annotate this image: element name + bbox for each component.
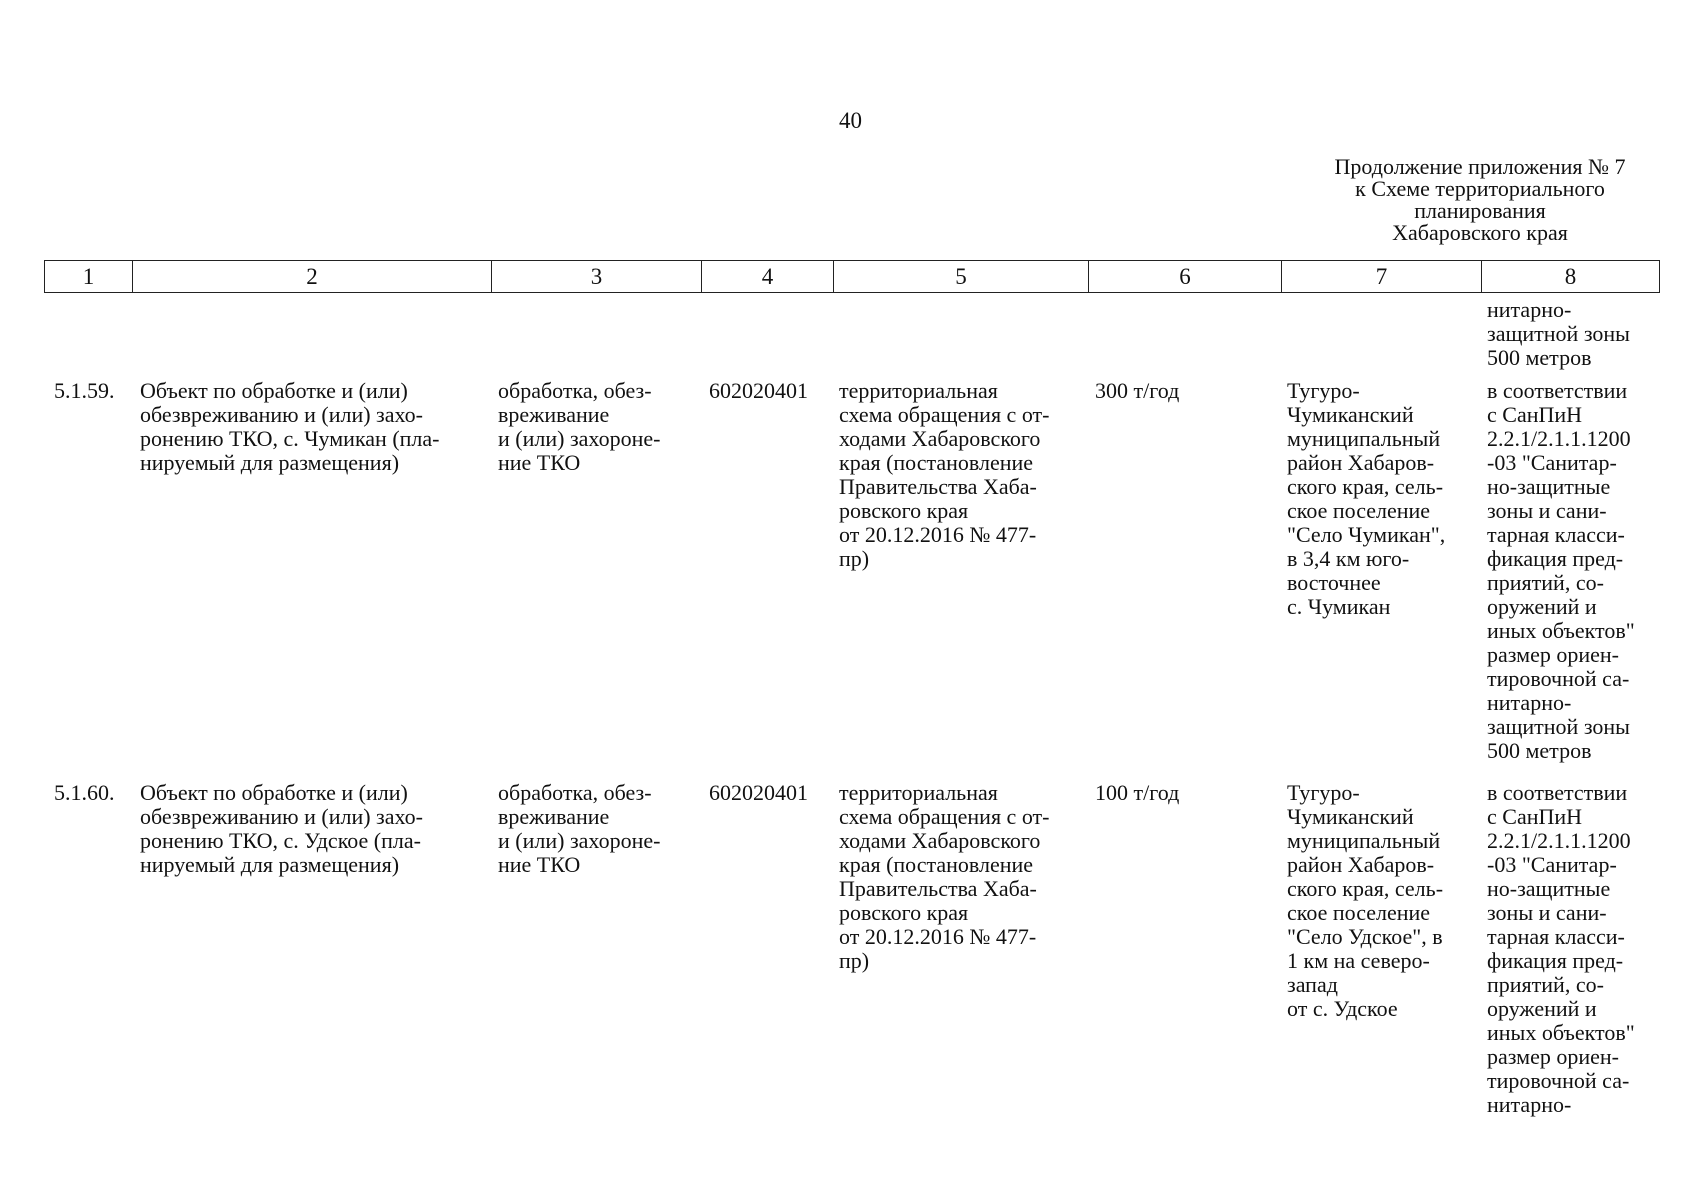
appendix-line-4: Хабаровского края bbox=[1392, 220, 1568, 245]
header-col-4: 4 bbox=[702, 261, 834, 293]
row-number: 5.1.60. bbox=[54, 780, 115, 805]
column-number-header bbox=[44, 260, 1660, 293]
object-code: 602020401 bbox=[709, 378, 808, 403]
sanitary-zone: в соответствии с СанПиН 2.2.1/2.1.1.1200 -03 "Санитар- но-защитные зоны и сани- тарная класси- фикация пред- приятий, со- оружений и иных объектов" размер ориен- тировочной са- нитарно- bbox=[1487, 780, 1635, 1117]
capacity: 100 т/год bbox=[1095, 780, 1180, 805]
sanitary-zone: в соответствии с СанПиН 2.2.1/2.1.1.1200 -03 "Санитар- но-защитные зоны и сани- тарная класси- фикация пред- приятий, со- оружений и иных объектов" размер ориен- тировочной са- нитарно- защитной зоны 500 метров bbox=[1487, 378, 1635, 763]
legal-basis: территориальная схема обращения с от- ходами Хабаровского края (постановление Правительства Хаба- ровского края от 20.12.2016 № 477- пр) bbox=[839, 378, 1050, 571]
header-col-3: 3 bbox=[492, 261, 702, 293]
header-col-1: 1 bbox=[45, 261, 133, 293]
object-purpose: обработка, обез- вреживание и (или) захороне- ние ТКО bbox=[498, 378, 661, 475]
legal-basis: территориальная схема обращения с от- ходами Хабаровского края (постановление Правительства Хаба- ровского края от 20.12.2016 № 477- пр) bbox=[839, 780, 1050, 973]
appendix-line-1: Продолжение приложения № 7 bbox=[1334, 154, 1626, 179]
location: Тугуро- Чумиканский муниципальный район Хабаров- ского края, сель- ское поселение "Село Чумикан", в 3,4 км юго- восточнее с. Чумикан bbox=[1287, 378, 1446, 619]
object-purpose: обработка, обез- вреживание и (или) захороне- ние ТКО bbox=[498, 780, 661, 877]
object-code: 602020401 bbox=[709, 780, 808, 805]
page-number: 40 bbox=[839, 108, 862, 133]
continued-zone-text: нитарно- защитной зоны 500 метров bbox=[1487, 297, 1630, 370]
capacity: 300 т/год bbox=[1095, 378, 1180, 403]
header-col-8: 8 bbox=[1482, 261, 1660, 293]
appendix-line-2: к Схеме территориального bbox=[1355, 176, 1605, 201]
object-name: Объект по обработке и (или) обезвреживанию и (или) захо- ронению ТКО, с. Удское (пла- нируемый для размещения) bbox=[140, 780, 423, 877]
header-col-6: 6 bbox=[1089, 261, 1282, 293]
appendix-caption bbox=[1300, 156, 1660, 244]
location: Тугуро- Чумиканский муниципальный район Хабаров- ского края, сель- ское поселение "Село Удское", в 1 км на северо- запад от с. Удское bbox=[1287, 780, 1444, 1021]
object-name: Объект по обработке и (или) обезвреживанию и (или) захо- ронению ТКО, с. Чумикан (пла- нируемый для размещения) bbox=[140, 378, 440, 475]
header-col-5: 5 bbox=[834, 261, 1089, 293]
header-col-7: 7 bbox=[1282, 261, 1482, 293]
header-col-2: 2 bbox=[133, 261, 492, 293]
appendix-line-3: планирования bbox=[1414, 198, 1546, 223]
row-number: 5.1.59. bbox=[54, 378, 115, 403]
